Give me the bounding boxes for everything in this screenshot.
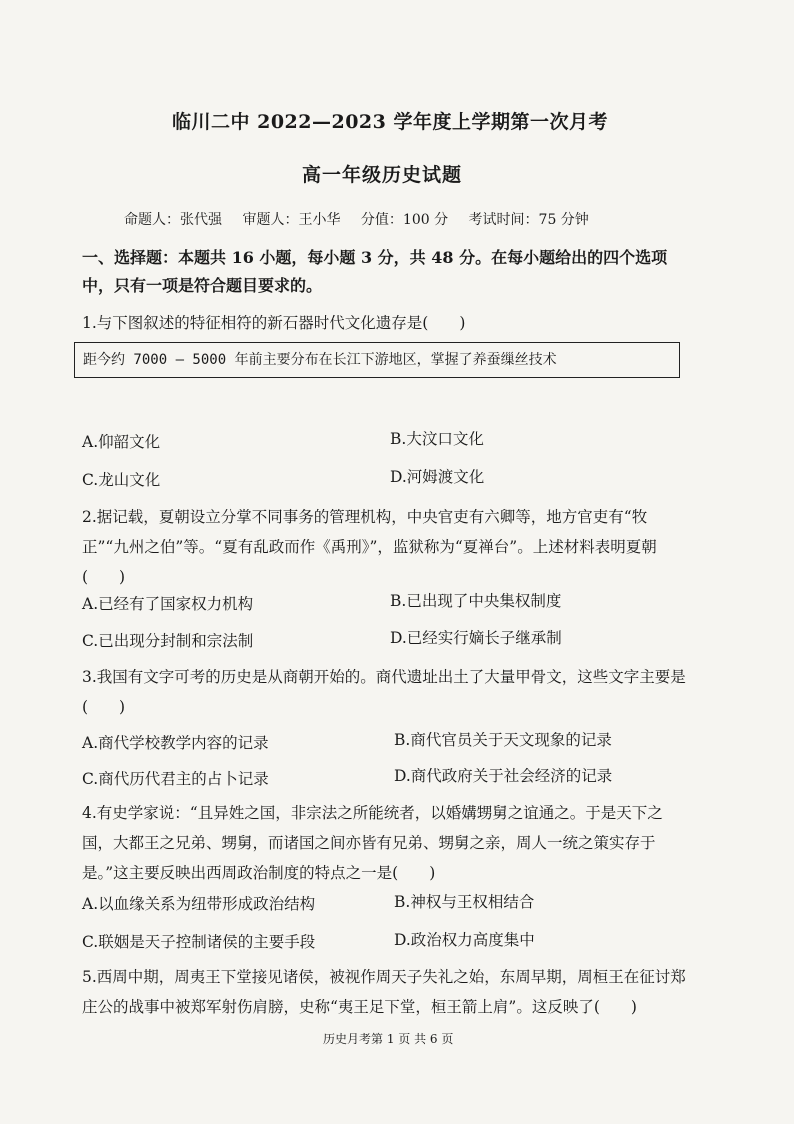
score-text: 分值：100 分 <box>360 212 449 228</box>
question-3-option-c: C.商代历代君主的占卜记录 <box>82 770 269 788</box>
question-2-option-c: C.已出现分封制和宗法制 <box>82 632 254 650</box>
question-2-option-b: B.已出现了中央集权制度 <box>390 592 562 610</box>
question-5-stem: 5.西周中期，周夷王下堂接见诸侯，被视作周天子失礼之始，东周早期，周桓王在征讨郑庄公的战事中被郑军射伤肩膀，史称“夷王足下堂，桓王箭上肩”。这反映了( ) <box>82 968 686 1016</box>
question-1-option-b: B.大汶口文化 <box>390 430 484 448</box>
question-4-option-a: A.以血缘关系为纽带形成政治结构 <box>82 895 316 913</box>
question-1-stem: 1.与下图叙述的特征相符的新石器时代文化遗存是( ) <box>82 314 466 332</box>
question-1-option-a: A.仰韶文化 <box>82 433 161 451</box>
exam-meta <box>124 209 605 229</box>
question-3-option-a: A.商代学校教学内容的记录 <box>82 734 269 752</box>
question-1-option-c: C.龙山文化 <box>82 471 161 489</box>
question-1-material-box: 距今约 7000 — 5000 年前主要分布在长江下游地区，掌握了养蚕缫丝技术 <box>74 342 680 378</box>
reviewer-text: 审题人：王小华 <box>242 212 341 228</box>
question-3-stem: 3.我国有文字可考的历史是从商朝开始的。商代遗址出土了大量甲骨文，这些文字主要是( ) <box>82 668 686 716</box>
exam-title: 临川二中 2022—2023 学年度上学期第一次月考 <box>172 111 608 133</box>
question-1-option-d: D.河姆渡文化 <box>390 468 485 486</box>
time-text: 考试时间：75 分钟 <box>468 212 589 228</box>
section-heading: 一、选择题：本题共 16 小题，每小题 3 分，共 48 分。在每小题给出的四个选项中，只有一项是符合题目要求的。 <box>82 248 668 295</box>
author-text: 命题人：张代强 <box>124 212 222 228</box>
question-4-stem: 4.有史学家说：“且异姓之国，非宗法之所能统者，以婚媾甥舅之谊通之。于是天下之国，大都王之兄弟、甥舅，而诸国之间亦皆有兄弟、甥舅之亲，周人一统之策实存于是。”这主要反映出西周政治制度的特点之一是( ) <box>82 804 663 882</box>
question-2-option-d: D.已经实行嫡长子继承制 <box>390 629 562 647</box>
page-footer: 历史月考第 1 页 共 6 页 <box>323 1032 454 1046</box>
question-2-option-a: A.已经有了国家权力机构 <box>82 595 254 613</box>
question-2-stem: 2.据记载，夏朝设立分掌不同事务的管理机构，中央官吏有六卿等，地方官吏有“牧正”“九州之伯”等。“夏有乱政而作《禹刑》”，监狱称为“夏禅台”。上述材料表明夏朝( ) <box>82 508 657 586</box>
question-3-option-d: D.商代政府关于社会经济的记录 <box>394 767 613 785</box>
question-4-option-d: D.政治权力高度集中 <box>394 931 535 949</box>
question-4-option-b: B.神权与王权相结合 <box>394 893 535 911</box>
question-4-option-c: C.联姻是天子控制诸侯的主要手段 <box>82 933 316 951</box>
question-3-option-b: B.商代官员关于天文现象的记录 <box>394 731 612 749</box>
exam-subtitle: 高一年级历史试题 <box>302 164 463 186</box>
